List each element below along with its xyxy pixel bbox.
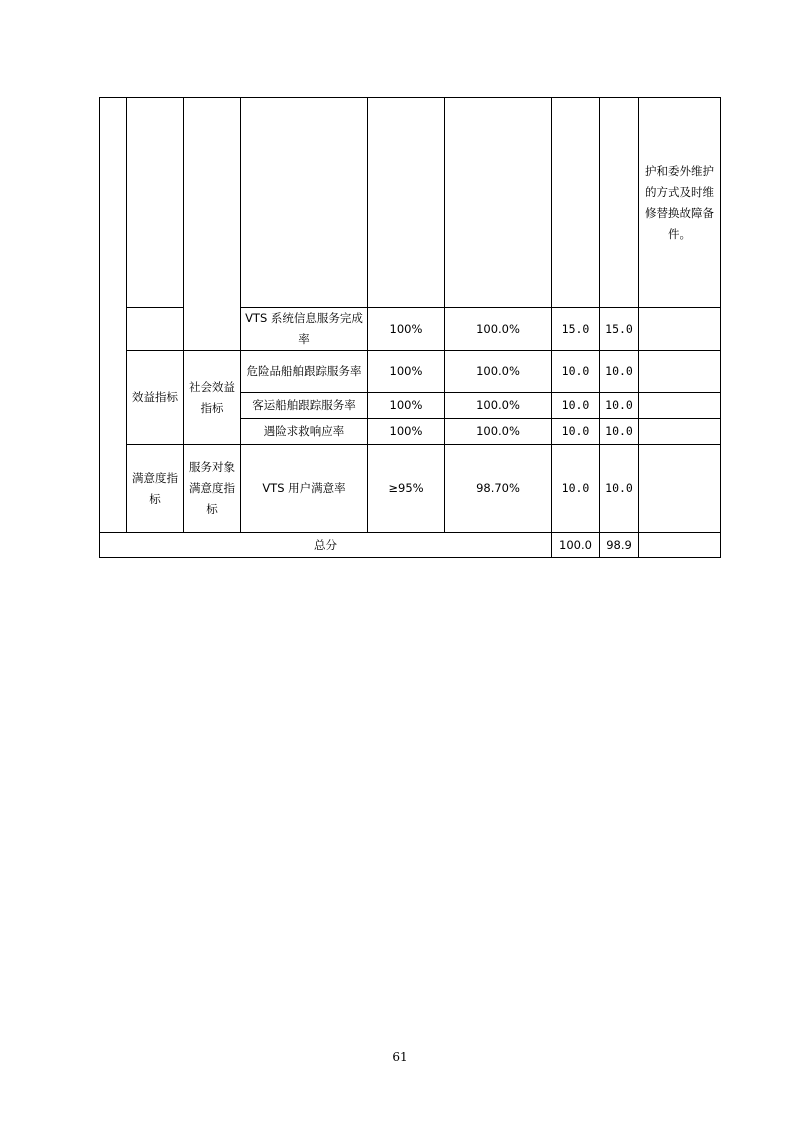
target-hazardous: 100% — [368, 351, 445, 393]
table-row — [100, 445, 721, 533]
score-vts-info: 15.0 — [600, 308, 639, 351]
table-row — [100, 98, 721, 308]
indicator-passenger: 客运船舶跟踪服务率 — [241, 393, 368, 419]
weight-passenger: 10.0 — [552, 393, 600, 419]
subcategory-cell-top — [184, 98, 241, 351]
total-weight: 100.0 — [552, 533, 600, 558]
remark-rescue — [639, 419, 721, 445]
score-hazardous: 10.0 — [600, 351, 639, 393]
indicator-rescue: 遇险求救响应率 — [241, 419, 368, 445]
score-cell-top — [600, 98, 639, 308]
total-label: 总分 — [100, 533, 552, 558]
performance-table — [99, 97, 721, 558]
indicator-vts-info: VTS 系统信息服务完成率 — [241, 308, 368, 351]
actual-hazardous: 100.0% — [445, 351, 552, 393]
weight-rescue: 10.0 — [552, 419, 600, 445]
category-cell-blank — [127, 308, 184, 351]
actual-passenger: 100.0% — [445, 393, 552, 419]
score-vts-user: 10.0 — [600, 445, 639, 533]
score-passenger: 10.0 — [600, 393, 639, 419]
weight-hazardous: 10.0 — [552, 351, 600, 393]
remark-vts-info — [639, 308, 721, 351]
remark-cell: 护和委外维护的方式及时维修替换故障备件。 — [639, 98, 721, 308]
target-rescue: 100% — [368, 419, 445, 445]
service-object-cell: 服务对象满意度指标 — [184, 445, 241, 533]
target-cell-top — [368, 98, 445, 308]
actual-rescue: 100.0% — [445, 419, 552, 445]
score-rescue: 10.0 — [600, 419, 639, 445]
remark-total — [639, 533, 721, 558]
actual-vts-user: 98.70% — [445, 445, 552, 533]
target-vts-user: ≥95% — [368, 445, 445, 533]
page-number: 61 — [392, 1050, 408, 1064]
first-level-category-cell — [100, 98, 127, 533]
weight-vts-info: 15.0 — [552, 308, 600, 351]
weight-cell-top — [552, 98, 600, 308]
weight-vts-user: 10.0 — [552, 445, 600, 533]
actual-cell-top — [445, 98, 552, 308]
benefit-category-cell: 效益指标 — [127, 351, 184, 445]
category-cell-top — [127, 98, 184, 308]
remark-hazardous — [639, 351, 721, 393]
table-row — [100, 351, 721, 393]
indicator-vts-user: VTS 用户满意率 — [241, 445, 368, 533]
target-vts-info: 100% — [368, 308, 445, 351]
indicator-hazardous: 危险品船舶跟踪服务率 — [241, 351, 368, 393]
remark-passenger — [639, 393, 721, 419]
target-passenger: 100% — [368, 393, 445, 419]
satisfaction-category-cell: 满意度指标 — [127, 445, 184, 533]
total-score: 98.9 — [600, 533, 639, 558]
indicator-cell-top — [241, 98, 368, 308]
remark-vts-user — [639, 445, 721, 533]
social-benefit-cell: 社会效益指标 — [184, 351, 241, 445]
actual-vts-info: 100.0% — [445, 308, 552, 351]
table-row — [100, 533, 721, 558]
